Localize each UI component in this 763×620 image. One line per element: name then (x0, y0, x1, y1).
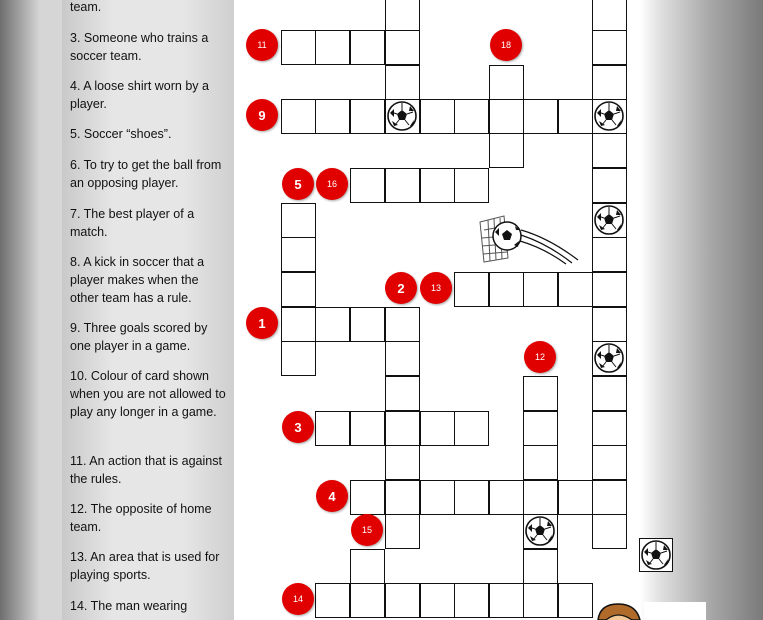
clue-number-marker: 3 (282, 411, 314, 443)
clue-number-marker: 1 (246, 307, 278, 339)
clue-item: 8. A kick in soccer that a player makes when the other team has a rule. (70, 255, 205, 305)
grid-cell[interactable] (592, 411, 627, 446)
grid-cell[interactable] (592, 480, 627, 515)
grid-cell[interactable] (385, 65, 420, 100)
grid-cell[interactable] (350, 480, 385, 515)
grid-cell[interactable] (281, 203, 316, 238)
clue-item: 9. Three goals scored by one player in a game. (70, 321, 208, 353)
clue-item: 7. The best player of a match. (70, 207, 195, 239)
grid-cell[interactable] (489, 65, 524, 100)
grid-cell[interactable] (592, 237, 627, 272)
soccer-ball-icon (593, 204, 625, 236)
grid-cell[interactable] (385, 30, 420, 65)
clue-number-marker: 5 (282, 168, 314, 200)
flying-ball-goal-net-icon (474, 208, 584, 270)
grid-cell[interactable] (489, 99, 524, 134)
grid-cell-ball (592, 341, 627, 376)
grid-cell[interactable] (454, 168, 489, 203)
grid-cell[interactable] (592, 272, 627, 307)
grid-cell[interactable] (385, 0, 420, 31)
clue-item: 3. Someone who trains a soccer team. (70, 31, 209, 63)
soccer-ball-icon (386, 100, 418, 132)
soccer-ball-icon (524, 515, 556, 547)
clue-item: 12. The opposite of home team. (70, 502, 212, 534)
grid-cell[interactable] (523, 583, 558, 618)
clue-number-marker: 14 (282, 583, 314, 615)
grid-cell[interactable] (281, 30, 316, 65)
clue-number-marker: 2 (385, 272, 417, 304)
grid-cell[interactable] (489, 272, 524, 307)
grid-cell[interactable] (454, 411, 489, 446)
grid-cell[interactable] (592, 445, 627, 480)
grid-cell[interactable] (385, 307, 420, 342)
grid-cell[interactable] (315, 99, 350, 134)
grid-cell[interactable] (385, 480, 420, 515)
grid-cell[interactable] (350, 168, 385, 203)
grid-cell[interactable] (315, 30, 350, 65)
grid-cell[interactable] (454, 99, 489, 134)
grid-cell[interactable] (315, 411, 350, 446)
grid-cell[interactable] (454, 583, 489, 618)
grid-cell[interactable] (558, 480, 593, 515)
clue-item: team. (70, 0, 102, 14)
grid-cell[interactable] (592, 30, 627, 65)
clue-number-marker: 12 (524, 341, 556, 373)
clue-number-marker: 16 (316, 168, 348, 200)
soccer-ball-icon (593, 342, 625, 374)
grid-cell[interactable] (420, 480, 455, 515)
grid-cell[interactable] (558, 583, 593, 618)
soccer-ball-icon (593, 100, 625, 132)
grid-cell-ball (592, 99, 627, 134)
grid-cell[interactable] (523, 480, 558, 515)
grid-cell[interactable] (420, 411, 455, 446)
clue-number-marker: 13 (420, 272, 452, 304)
clue-item: 4. A loose shirt worn by a player. (70, 79, 209, 111)
grid-cell[interactable] (315, 307, 350, 342)
grid-cell[interactable] (489, 133, 524, 168)
cartoon-head-icon (596, 602, 706, 620)
clue-item: 5. Soccer “shoes”. (70, 127, 172, 141)
grid-cell[interactable] (350, 549, 385, 584)
grid-cell[interactable] (454, 480, 489, 515)
grid-cell[interactable] (350, 99, 385, 134)
grid-cell[interactable] (592, 514, 627, 549)
grid-cell[interactable] (281, 272, 316, 307)
clue-number-marker: 4 (316, 480, 348, 512)
grid-cell[interactable] (315, 583, 350, 618)
grid-cell[interactable] (592, 65, 627, 100)
grid-cell[interactable] (523, 411, 558, 446)
grid-cell[interactable] (385, 376, 420, 411)
grid-cell[interactable] (489, 480, 524, 515)
clue-number-marker: 18 (490, 29, 522, 61)
grid-cell-ball (523, 514, 558, 549)
grid-cell[interactable] (281, 99, 316, 134)
grid-cell[interactable] (420, 168, 455, 203)
grid-cell[interactable] (385, 168, 420, 203)
soccer-ball-icon (639, 538, 673, 572)
grid-cell[interactable] (523, 272, 558, 307)
clue-item: 14. The man wearing (70, 599, 188, 613)
clue-number-marker: 9 (246, 99, 278, 131)
grid-cell[interactable] (592, 168, 627, 203)
grid-cell[interactable] (281, 341, 316, 376)
grid-cell[interactable] (385, 341, 420, 376)
grid-cell[interactable] (281, 237, 316, 272)
grid-cell[interactable] (281, 307, 316, 342)
clue-item: 11. An action that is against the rules. (70, 454, 222, 486)
grid-cell[interactable] (385, 583, 420, 618)
grid-cell-ball (592, 203, 627, 238)
grid-cell[interactable] (523, 376, 558, 411)
grid-cell[interactable] (592, 0, 627, 31)
grid-cell[interactable] (523, 99, 558, 134)
grid-cell[interactable] (592, 307, 627, 342)
grid-cell[interactable] (592, 376, 627, 411)
grid-cell[interactable] (523, 445, 558, 480)
grid-cell[interactable] (454, 272, 489, 307)
grid-cell[interactable] (385, 445, 420, 480)
grid-cell[interactable] (558, 99, 593, 134)
grid-cell[interactable] (592, 133, 627, 168)
grid-cell[interactable] (350, 30, 385, 65)
clue-item: 13. An area that is used for playing sports. (70, 550, 220, 582)
grid-cell[interactable] (350, 583, 385, 618)
grid-cell[interactable] (558, 272, 593, 307)
clue-item: 6. To try to get the ball from an opposing player. (70, 158, 222, 190)
grid-cell[interactable] (350, 411, 385, 446)
grid-cell[interactable] (489, 583, 524, 618)
grid-cell-ball (385, 99, 420, 134)
grid-cell[interactable] (420, 583, 455, 618)
grid-cell[interactable] (385, 514, 420, 549)
grid-cell[interactable] (420, 99, 455, 134)
clue-item: 10. Colour of card shown when you are not allowed to play any longer in a game. (70, 369, 226, 419)
clue-number-marker: 15 (351, 514, 383, 546)
grid-cell[interactable] (523, 549, 558, 584)
grid-cell[interactable] (350, 307, 385, 342)
clue-number-marker: 11 (246, 29, 278, 61)
grid-cell[interactable] (385, 411, 420, 446)
